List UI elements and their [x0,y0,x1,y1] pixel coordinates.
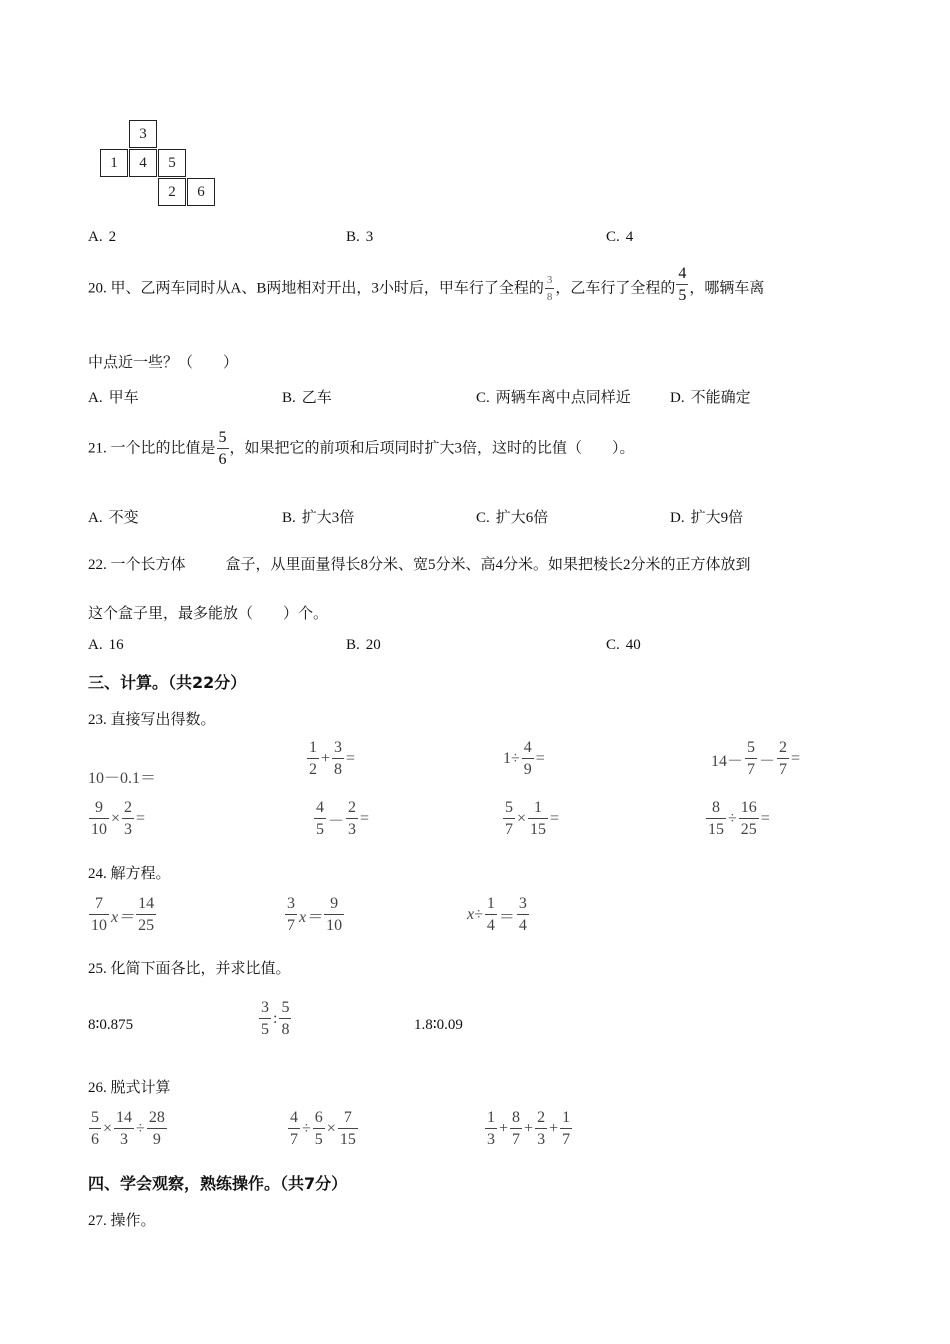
fraction: $\frac{4}{5}$ [678,265,687,304]
q19-option-a[interactable]: A. 2 [88,229,117,245]
q23-expr-7: $\frac{5}{7}$ × $\frac{1}{15}$ = [505,799,560,838]
q25-title: 25. 化简下面各比，并求比值。 [88,961,291,977]
q20-option-c[interactable]: C. 两辆车离中点同样近 [476,390,631,406]
q27-title: 27. 操作。 [88,1213,156,1229]
q19-option-c[interactable]: C. 4 [606,229,634,245]
section-3-heading: 三、计算。（共22分） [88,673,247,692]
fraction: $\frac{3}{8}$ [546,274,553,303]
q23-expr-2: $\frac{1}{2}$ + $\frac{3}{8}$ = [309,739,356,778]
net-cell-middle-2: 4 [129,149,157,177]
q23-expr-8: $\frac{8}{15}$ ÷ $\frac{16}{25}$ = [708,799,770,838]
q24-equation-1: $\frac{7}{10}$ x＝ $\frac{14}{25}$ [91,895,155,934]
q20-option-b[interactable]: B. 乙车 [282,390,332,406]
net-cell-middle-3: 5 [158,149,186,177]
q24-title: 24. 解方程。 [88,866,171,882]
q20-option-d[interactable]: D. 不能确定 [670,390,751,406]
net-cell-bottom-1: 2 [158,178,186,206]
q23-expr-1: 10－0.1＝ [88,770,157,787]
q21-option-d[interactable]: D. 扩大9倍 [670,510,744,526]
q22-stem: 22. 一个长方体 盒子，从里面量得长8分米、宽5分米、高4分米。如果把棱长2分米的正方体放到 [88,557,751,573]
q22-stem-line2: 这个盒子里，最多能放（ ）个。 [88,606,329,622]
section-4-heading: 四、学会观察，熟练操作。（共7分） [88,1174,348,1193]
q23-expr-6: $\frac{4}{5}$ － $\frac{2}{3}$ = [316,799,370,838]
q20-stem: 20. 甲、乙两车同时从A、B两地相对开出，3小时后，甲车行了全程的 $\frac{3}{8}$ ，乙车行了全程的 $\frac{4}{5}$ ，哪辆车离 [88,265,765,304]
net-cell-top: 3 [129,120,157,148]
q19-option-b[interactable]: B. 3 [346,229,374,245]
q26-expr-1: $\frac{5}{6}$ × $\frac{14}{3}$ ÷ $\frac{28}{9}$ [91,1109,165,1148]
q20-option-a[interactable]: A. 甲车 [88,390,139,406]
q24-equation-2: $\frac{3}{7}$ x＝ $\frac{9}{10}$ [287,895,343,934]
q22-option-c[interactable]: C. 40 [606,637,641,653]
q25-ratio-1: 8∶0.875 [88,1017,134,1033]
q20-stem-line2: 中点近一些？（ ） [88,355,239,371]
q25-ratio-3: 1.8∶0.09 [414,1017,463,1033]
net-cell-bottom-2: 6 [187,178,215,206]
q22-option-a[interactable]: A. 16 [88,637,124,653]
q23-expr-5: $\frac{9}{10}$ × $\frac{2}{3}$ = [91,799,146,838]
q24-equation-3: x÷ $\frac{1}{4}$ ＝ $\frac{3}{4}$ [467,895,527,934]
q26-expr-2: $\frac{4}{7}$ ÷ $\frac{6}{5}$ × $\frac{7}{15}$ [290,1109,356,1148]
q21-option-a[interactable]: A. 不变 [88,510,139,526]
q26-expr-3: $\frac{1}{3}$ + $\frac{8}{7}$ + $\frac{2}{3}$ + $\frac{1}{7}$ [487,1109,571,1148]
q23-expr-4: 14－ $\frac{5}{7}$ － $\frac{2}{7}$ = [711,739,801,778]
fraction: $\frac{5}{6}$ [218,429,227,468]
q26-title: 26. 脱式计算 [88,1080,171,1096]
q25-ratio-2: $\frac{3}{5}$ : $\frac{5}{8}$ [261,999,290,1038]
q22-option-b[interactable]: B. 20 [346,637,381,653]
q23-expr-3: 1÷ $\frac{4}{9}$ = [503,739,545,778]
q21-stem: 21. 一个比的比值是 $\frac{5}{6}$ ，如果把它的前项和后项同时扩大3倍，这时的比值（ ）。 [88,429,635,468]
q23-title: 23. 直接写出得数。 [88,712,216,728]
net-cell-middle-1: 1 [100,149,128,177]
q21-option-c[interactable]: C. 扩大6倍 [476,510,549,526]
q21-option-b[interactable]: B. 扩大3倍 [282,510,355,526]
